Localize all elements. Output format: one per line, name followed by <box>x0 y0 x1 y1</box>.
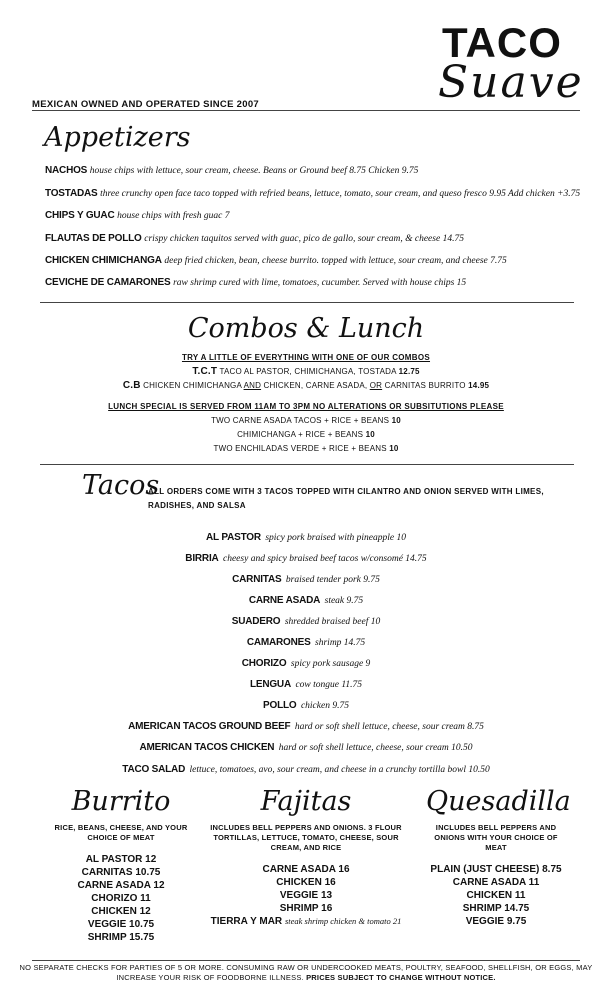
combo-desc: CHICKEN CHIMICHANGA <box>143 381 242 390</box>
lunch-item <box>0 430 612 439</box>
list-item: VEGGIE 9.75 <box>465 916 527 927</box>
lunch-desc: TWO ENCHILADAS VERDE + RICE + BEANS <box>213 444 387 453</box>
item-desc: steak 9.75 <box>324 596 364 606</box>
item-name: TACO SALAD <box>122 764 186 775</box>
list-item: SHRIMP 16 <box>279 903 333 914</box>
brand-logo-suave: Suave <box>438 57 584 108</box>
tacos-note: ALL ORDERS COME WITH 3 TACOS TOPPED WITH CILANTRO AND ONION SERVED WITH LIMES, RADISHES, AND SALSA <box>148 487 544 510</box>
appetizer-item <box>45 210 229 221</box>
quesadilla-list <box>426 863 566 928</box>
brand-logo-taco: TACO <box>442 19 562 66</box>
item-name: NACHOS <box>45 165 88 176</box>
combo-price: 12.75 <box>398 367 420 376</box>
appetizer-item <box>45 277 466 288</box>
fajitas-list <box>206 863 406 928</box>
item-name: CHICKEN CHIMICHANGA <box>45 255 162 266</box>
item-desc: cow tongue 11.75 <box>295 680 363 690</box>
list-item: CARNITAS 10.75 <box>81 867 161 878</box>
lunch-price: 10 <box>391 416 401 425</box>
taco-item <box>0 611 612 629</box>
list-item: CARNE ASADA 16 <box>262 864 350 875</box>
burrito-section <box>46 786 196 944</box>
fajitas-heading: Fajitas <box>260 786 352 817</box>
header-divider <box>32 110 580 111</box>
item-desc: crispy chicken taquitos served with guac, pico de gallo, sour cream, & cheese 14.75 <box>144 234 464 244</box>
taco-item <box>0 590 612 608</box>
list-item: VEGGIE 10.75 <box>87 919 155 930</box>
lunch-note: LUNCH SPECIAL IS SERVED FROM 11AM TO 3PM NO ALTERATIONS OR SUBSITUTIONS PLEASE <box>108 402 504 411</box>
combo-desc: CARNITAS BURRITO <box>384 381 466 390</box>
quesadilla-section <box>426 786 571 928</box>
footer-bold: PRICES SUBJECT TO CHANGE WITHOUT NOTICE. <box>306 973 496 982</box>
item-desc: cheesy and spicy braised beef tacos w/consomé 14.75 <box>223 554 427 564</box>
appetizer-item <box>45 165 418 176</box>
item-desc: steak shrimp chicken & tomato 21 <box>284 916 402 926</box>
combo-name: C.B <box>122 380 141 391</box>
item-desc: spicy pork sausage 9 <box>290 659 371 669</box>
fajitas-note: INCLUDES BELL PEPPERS AND ONIONS. 3 FLOUR TORTILLAS, LETTUCE, TOMATO, CHEESE, SOUR CREAM, AND RICE <box>210 823 402 852</box>
lunch-price: 10 <box>365 430 375 439</box>
appetizers-heading: Appetizers <box>44 122 191 153</box>
lunch-item <box>0 416 612 425</box>
section-divider <box>40 464 574 465</box>
item-desc: chicken 9.75 <box>300 701 349 711</box>
item-name: SUADERO <box>231 616 281 627</box>
taco-item <box>0 695 612 713</box>
appetizer-item <box>45 255 507 266</box>
list-item: CHICKEN 11 <box>466 890 526 901</box>
list-item: CARNE ASADA 12 <box>77 880 165 891</box>
item-name: POLLO <box>263 700 297 711</box>
taco-item <box>0 569 612 587</box>
lunch-price: 10 <box>389 444 399 453</box>
item-desc: shrimp 14.75 <box>315 638 366 648</box>
item-name: AL PASTOR <box>206 532 261 543</box>
item-name: FLAUTAS DE POLLO <box>45 233 142 244</box>
item-desc: raw shrimp cured with lime, tomatoes, cucumber. Served with house chips 15 <box>173 278 467 288</box>
appetizer-item <box>45 233 464 244</box>
burrito-list <box>46 853 196 944</box>
list-item <box>206 915 406 928</box>
taco-item <box>0 716 612 734</box>
combos-heading: Combos & Lunch <box>187 313 425 344</box>
taco-item <box>0 548 612 566</box>
fajitas-section <box>206 786 406 928</box>
combo-tct <box>0 366 612 377</box>
list-item: SHRIMP 15.75 <box>87 932 155 943</box>
list-item: CHICKEN 16 <box>276 877 336 888</box>
item-desc: lettuce, tomatoes, avo, sour cream, and cheese in a crunchy tortilla bowl 10.50 <box>189 765 490 775</box>
combo-and: AND <box>243 381 262 390</box>
item-name: AMERICAN TACOS CHICKEN <box>139 742 275 753</box>
taco-item <box>0 653 612 671</box>
taco-item <box>0 527 612 545</box>
tagline: MEXICAN OWNED AND OPERATED SINCE 2007 <box>32 99 259 110</box>
combo-desc: CHICKEN, CARNE ASADA, <box>263 381 368 390</box>
tacos-heading: Tacos <box>82 470 160 501</box>
combo-desc: TACO AL PASTOR, CHIMICHANGA, TOSTADA <box>219 367 397 376</box>
item-name: AMERICAN TACOS GROUND BEEF <box>128 721 291 732</box>
combos-subtitle: TRY A LITTLE OF EVERYTHING WITH ONE OF OUR COMBOS <box>181 353 431 362</box>
item-desc: spicy pork braised with pineapple 10 <box>265 533 406 543</box>
lunch-desc: CHIMICHANGA + RICE + BEANS <box>237 430 364 439</box>
list-item: CARNE ASADA 11 <box>452 877 540 888</box>
item-desc: shredded braised beef 10 <box>284 617 381 627</box>
item-name: LENGUA <box>249 679 291 690</box>
appetizer-item <box>45 188 580 199</box>
list-item: SHRIMP 14.75 <box>462 903 530 914</box>
list-item: CHICKEN 12 <box>91 906 151 917</box>
list-item: VEGGIE 13 <box>279 890 333 901</box>
taco-item <box>0 759 612 777</box>
footer-text: NO SEPARATE CHECKS FOR PARTIES OF 5 OR MORE. CONSUMING RAW OR UNDERCOOKED MEATS, POULTRY, SEAFOOD, SHELLFISH, OR EGGS, MAY INCREASE YOUR RISK OF FOODBORNE ILLNESS. <box>19 963 593 982</box>
taco-item <box>0 674 612 692</box>
item-desc: house chips with fresh guac 7 <box>117 211 230 221</box>
section-divider <box>40 302 574 303</box>
item-name: CARNE ASADA <box>248 595 321 606</box>
quesadilla-heading: Quesadilla <box>426 786 571 817</box>
burrito-note: RICE, BEANS, CHEESE, AND YOUR CHOICE OF MEAT <box>54 823 188 842</box>
item-desc: deep fried chicken, bean, cheese burrito. topped with lettuce, sour cream, and cheese 7.75 <box>164 256 507 266</box>
combo-or: OR <box>369 381 383 390</box>
list-item: CHORIZO 11 <box>91 893 151 904</box>
item-name: TOSTADAS <box>45 188 98 199</box>
footer-divider <box>32 960 580 961</box>
burrito-heading: Burrito <box>71 786 171 817</box>
item-desc: house chips with lettuce, sour cream, cheese. Beans or Ground beef 8.75 Chicken 9.75 <box>89 166 419 176</box>
quesadilla-note: INCLUDES BELL PEPPERS AND ONIONS WITH YOUR CHOICE OF MEAT <box>434 823 558 852</box>
combo-name: T.C.T <box>192 366 218 377</box>
item-name: TIERRA Y MAR <box>210 916 283 927</box>
item-name: CEVICHE DE CAMARONES <box>45 277 171 288</box>
combo-cb <box>0 380 612 391</box>
item-name: CHIPS Y GUAC <box>45 210 115 221</box>
footer-disclaimer <box>0 963 612 983</box>
lunch-desc: TWO CARNE ASADA TACOS + RICE + BEANS <box>211 416 390 425</box>
item-name: CHORIZO <box>241 658 287 669</box>
item-name: BIRRIA <box>185 553 219 564</box>
item-desc: hard or soft shell lettuce, cheese, sour cream 8.75 <box>294 722 484 732</box>
list-item: AL PASTOR 12 <box>85 854 157 865</box>
item-name: CAMARONES <box>246 637 311 648</box>
item-desc: three crunchy open face taco topped with refried beans, lettuce, tomato, sour cream, and queso fresco 9.95 Add chicken +3.75 <box>100 189 581 199</box>
taco-item <box>0 632 612 650</box>
combo-price: 14.95 <box>468 381 490 390</box>
list-item: PLAIN (JUST CHEESE) 8.75 <box>430 864 562 875</box>
taco-item <box>0 737 612 755</box>
item-desc: hard or soft shell lettuce, cheese, sour cream 10.50 <box>278 743 473 753</box>
item-name: CARNITAS <box>232 574 282 585</box>
item-desc: braised tender pork 9.75 <box>285 575 380 585</box>
lunch-item <box>0 444 612 453</box>
